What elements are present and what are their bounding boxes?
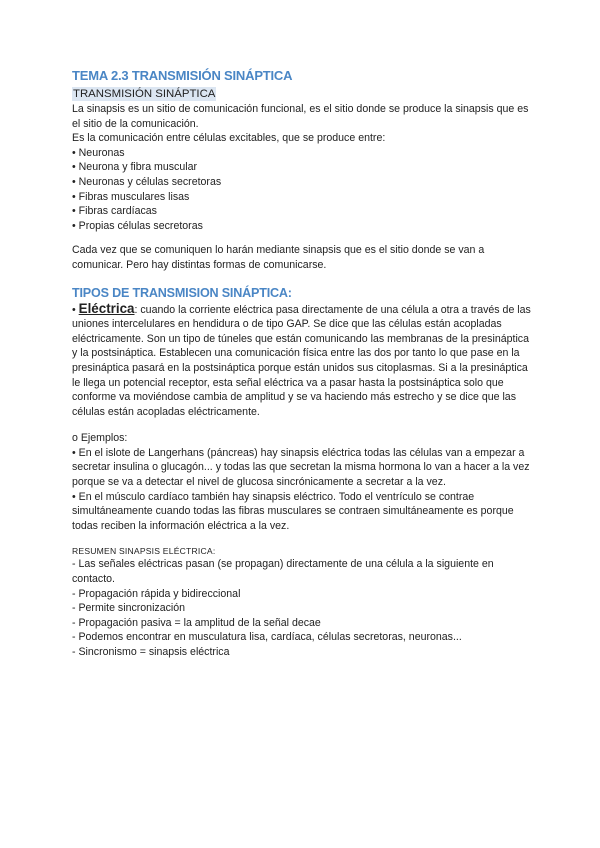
summary-item: - Propagación pasiva = la amplitud de la señal decae bbox=[72, 616, 321, 629]
list-item: • Neuronas bbox=[72, 146, 125, 159]
section-subtitle: TRANSMISIÓN SINÁPTICA bbox=[73, 88, 216, 100]
example-item: • En el músculo cardíaco también hay sinapsis eléctrico. Todo el ventrículo se contrae simultáneamente cuando todas las fibras musculares se contraen simultáneamente es porque todas reciben la información eléctrica a la vez. bbox=[72, 490, 514, 532]
communication-paragraph: Cada vez que se comuniquen lo harán mediante sinapsis que es el sitio donde se van a comunicar. Pero hay distintas formas de comunicarse. bbox=[72, 244, 485, 271]
example-item: • En el islote de Langerhans (páncreas) hay sinapsis eléctrica todas las células van a empezar a secretar insulina o glucagón... y todas las que secretan la misma hormona lo van a hacer a la vez porque se va a detectar el nivel de glucosa sincrónicamente a secretar a la vez. bbox=[72, 446, 530, 489]
intro-paragraph-1: La sinapsis es un sitio de comunicación funcional, es el sitio donde se produce la sinapsis que es el sitio de la comunicación. bbox=[72, 103, 529, 130]
electrica-term: Eléctrica bbox=[78, 300, 135, 316]
electrica-paragraph bbox=[72, 302, 532, 420]
cell-types-list bbox=[72, 146, 532, 234]
electrica-text: : cuando la corriente eléctrica pasa directamente de una célula a otra a través de las uniones intercelulares en hendidura o de tipo GAP. Se dice que las células están acopladas eléctricamente. Son un tipo de túneles que están comunicando las membranas de la presináptica y la postsináptica. Establecen una comunicación física entre las dos por tanto lo que pase en la presináptica pasará en la postsináptica porque están unidos sus citoplasmas. Si a la presináptica le llega un potencial receptor, esta señal eléctrica va a pasar hasta la postsináptica solo que conforme va moviéndose cambia de amplitud y se va haciendo más estrecho y se dice que las células están acopladas eléctricamente. bbox=[72, 303, 531, 418]
list-item: • Fibras cardíacas bbox=[72, 205, 157, 218]
summary-item: - Permite sincronización bbox=[72, 602, 186, 615]
document-page bbox=[72, 68, 532, 660]
summary-item: - Propagación rápida y bidireccional bbox=[72, 587, 241, 600]
intro-paragraph-2: Es la comunicación entre células excitables, que se produce entre: bbox=[72, 132, 386, 145]
list-item: • Neuronas y células secretoras bbox=[72, 175, 222, 188]
document-title: TEMA 2.3 TRANSMISIÓN SINÁPTICA bbox=[72, 68, 293, 83]
list-item: • Propias células secretoras bbox=[72, 219, 203, 232]
summary-item: - Sincronismo = sinapsis eléctrica bbox=[72, 646, 230, 658]
section-heading: TIPOS DE TRANSMISION SINÁPTICA: bbox=[72, 285, 292, 300]
summary-title: RESUMEN SINAPSIS ELÉCTRICA: bbox=[72, 546, 216, 557]
summary-item: - Podemos encontrar en musculatura lisa, cardíaca, células secretoras, neuronas... bbox=[72, 631, 462, 644]
list-item: • Neurona y fibra muscular bbox=[72, 161, 197, 174]
examples-label: o Ejemplos: bbox=[72, 432, 128, 445]
list-item: • Fibras musculares lisas bbox=[72, 190, 190, 203]
summary-item: - Las señales eléctricas pasan (se propagan) directamente de una célula a la siguiente en contacto. bbox=[72, 558, 494, 586]
electrica-bullet: • bbox=[72, 303, 79, 316]
